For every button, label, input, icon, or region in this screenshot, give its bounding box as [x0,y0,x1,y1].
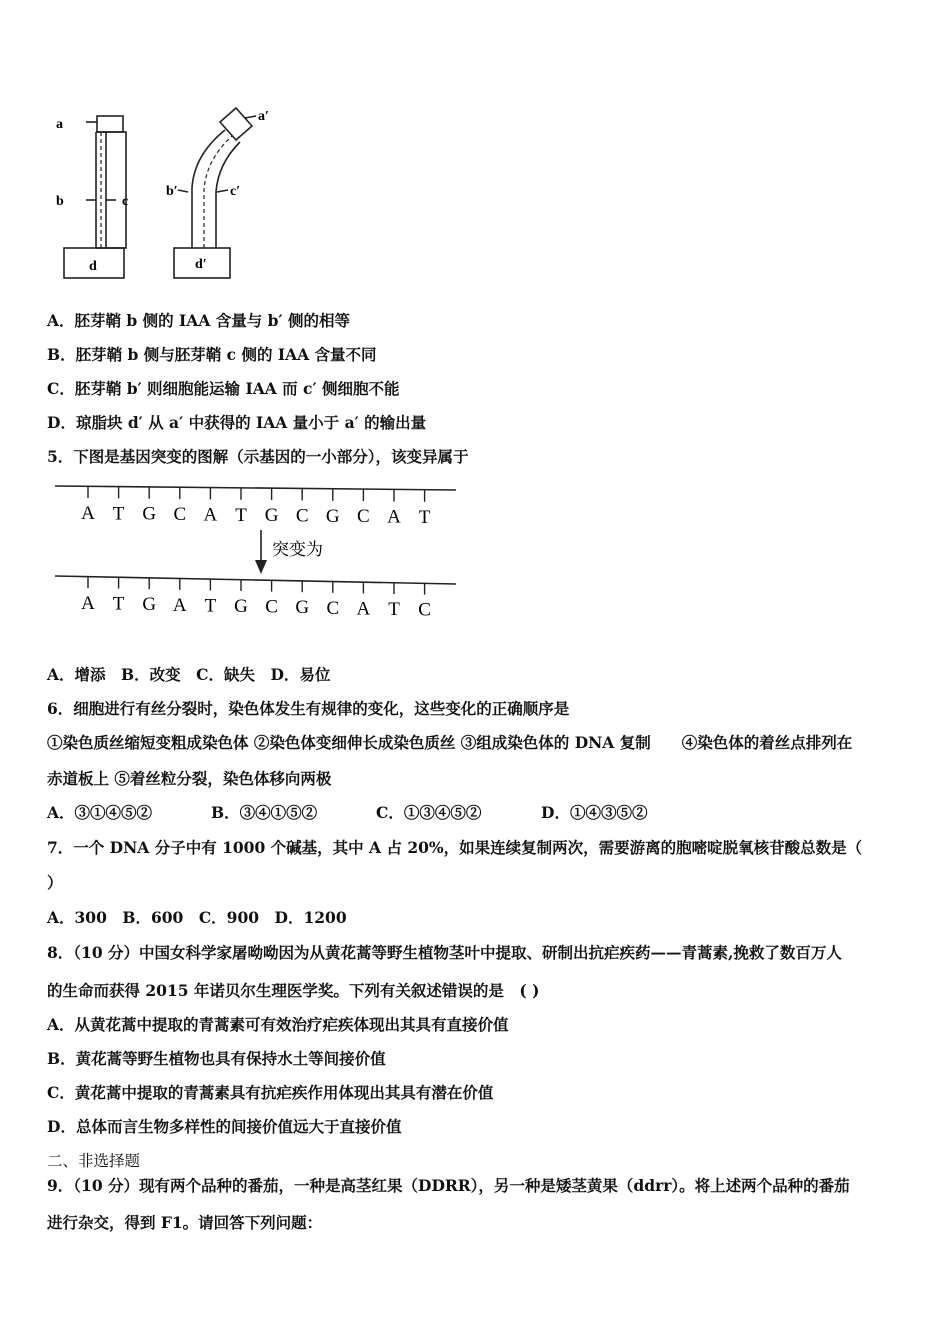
base-letter: C [295,505,309,527]
mutated-ticks [88,576,425,595]
section-heading: 二、非选择题 [47,1152,141,1170]
base-letter: C [265,596,278,618]
base-letter: T [112,593,125,615]
base-letter: G [295,597,310,619]
mutated-sequence [81,593,431,621]
q4-option-d: D．琼脂块 d′ 从 a′ 中获得的 IAA 量小于 a′ 的输出量 [47,413,427,432]
bent-left-edge [192,130,225,248]
q8-option-b: B．黄花蒿等野生植物也具有保持水土等间接价值 [47,1049,386,1068]
q8-stem-line2: 的生命而获得 2015 年诺贝尔生理医学奖。下列有关叙述错误的是 ( ) [47,981,540,1000]
bent-coleoptile [174,108,256,278]
label-b: b [56,194,64,209]
base-letter: G [234,596,248,617]
mutated-strand-line [55,576,456,584]
q4-option-b: B．胚芽鞘 b 侧与胚芽鞘 c 侧的 IAA 含量不同 [47,345,377,364]
base-letter: A [203,504,218,526]
q6-items-line2: 赤道板上 ⑤着丝粒分裂，染色体移向两极 [47,769,332,788]
base-letter: G [142,503,157,525]
q8-stem-line1: 8．（10 分）中国女科学家屠呦呦因为从黄花蒿等野生植物茎叶中提取、研制出抗疟疾药——青蒿素,挽救了数百万人 [47,943,842,962]
q6-option-d: D．①④③⑤② [541,803,648,822]
q9-stem-line2: 进行杂交，得到 F1。请回答下列问题： [47,1213,323,1232]
base-letter: T [388,599,400,620]
base-letter: A [81,593,95,614]
agar-block-a [97,116,123,132]
q6-option-c: C．①③④⑤② [376,803,482,822]
label-c-prime: c′ [230,184,241,199]
base-letter: C [326,597,340,619]
q4-option-c: C．胚芽鞘 b′ 则细胞能运输 IAA 而 c′ 侧细胞不能 [47,379,400,398]
q8-option-d: D．总体而言生物多样性的间接价值远大于直接价值 [47,1117,402,1136]
label-c: c [122,194,129,209]
label-b-prime: b′ [166,184,178,199]
base-letter: G [325,505,340,527]
q5-stem: 5．下图是基因突变的图解（示基因的一小部分），该变异属于 [47,447,469,466]
base-letter: C [418,599,431,621]
label-a: a [56,117,63,132]
base-letter: A [356,598,371,620]
q7-stem-line2: ） [47,873,63,892]
base-letter: T [235,504,247,526]
mutation-arrow-icon [255,560,267,574]
q8-option-a: A．从黄花蒿中提取的青蒿素可有效治疗疟疾体现出其具有直接价值 [47,1015,509,1034]
q7-stem-line1: 7．一个 DNA 分子中有 1000 个碱基，其中 A 占 20%，如果连续复制两次，需要游离的胞嘧啶脱氧核苷酸总数是（ [47,838,863,857]
base-letter: G [264,505,279,527]
coleoptile-stem [106,132,129,248]
q6-option-a: A．③①④⑤② [47,803,153,822]
q8-option-c: C．黄花蒿中提取的青蒿素具有抗疟疾作用体现出其具有潜在价值 [47,1083,494,1102]
original-strand-line [55,486,456,490]
gene-mutation-figure [50,478,470,628]
mutation-arrow-label: 突变为 [272,540,323,559]
base-letter: G [142,594,157,616]
original-sequence [81,503,431,528]
q9-stem-line1: 9．（10 分）现有两个品种的番茄，一种是高茎红果（DDRR），另一种是矮茎黄果（ddrr）。将上述两个品种的番茄 [47,1176,850,1195]
base-letter: A [387,506,401,528]
straight-coleoptile [64,116,129,278]
base-letter: A [172,594,187,616]
base-letter: C [357,506,370,528]
base-letter: T [418,506,431,528]
label-d: d [89,259,97,274]
q5-options: A．增添 B．改变 C．缺失 D．易位 [47,665,331,684]
q7-options: A．300 B．600 C．900 D．1200 [47,908,347,927]
q4-option-a: A．胚芽鞘 b 侧的 IAA 含量与 b′ 侧的相等 [47,311,350,330]
label-d-prime: d′ [195,257,207,272]
base-letter: A [81,503,95,524]
q6-stem: 6．细胞进行有丝分裂时，染色体发生有规律的变化，这些变化的正确顺序是 [47,699,570,718]
base-letter: T [112,503,125,525]
label-a-prime: a′ [258,109,269,124]
base-letter: T [204,595,217,617]
base-letter: C [173,504,187,526]
q6-items-line1: ①染色质丝缩短变粗成染色体 ②染色体变细伸长成染色质丝 ③组成染色体的 DNA 复制 ④染色体的着丝点排列在 [47,733,853,752]
q6-option-b: B．③④①⑤② [211,803,318,822]
coleoptile-figure [40,100,300,290]
agar-block-a-prime [220,108,252,140]
